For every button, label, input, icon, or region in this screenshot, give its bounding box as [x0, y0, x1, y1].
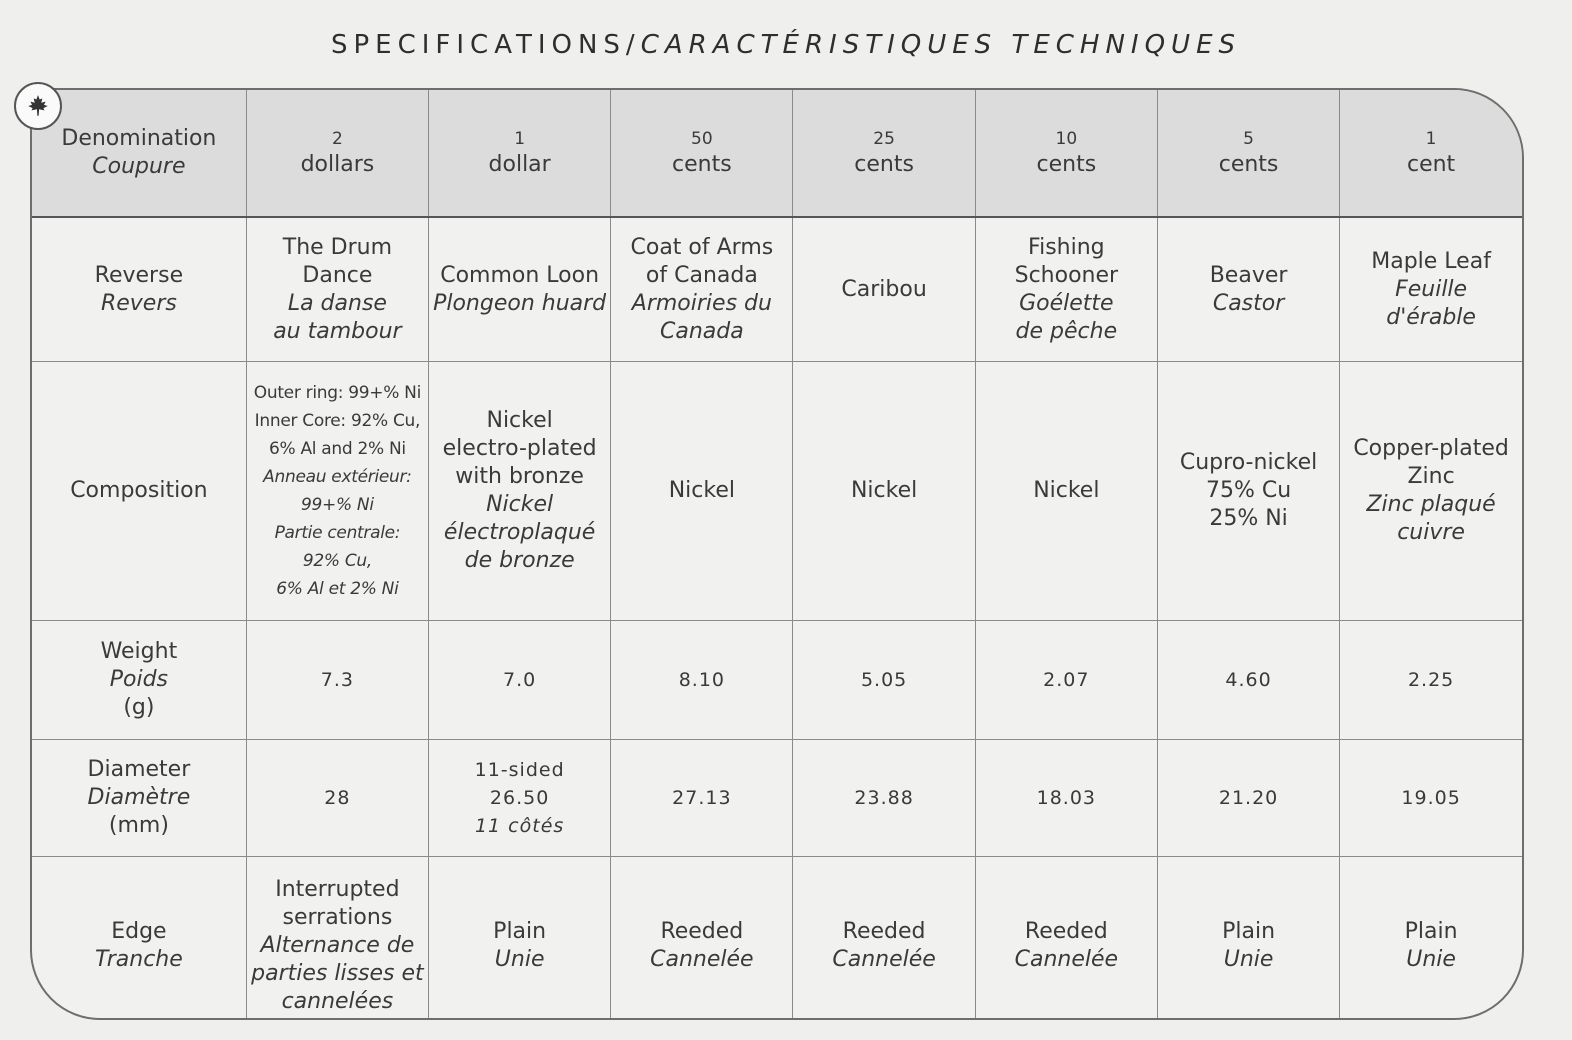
composition-cell [793, 362, 975, 621]
label-fr: Diamètre [87, 785, 191, 810]
weight-cell [246, 621, 428, 740]
composition-text: Zinc plaqué [1366, 492, 1496, 517]
page-title [0, 30, 1572, 60]
title-english: SPECIFICATIONS/ [330, 30, 641, 60]
edge-cell [793, 857, 975, 1021]
reverse-cell [429, 217, 611, 362]
edge-text: Plain [1222, 919, 1276, 944]
denomination-unit: dollar [488, 152, 551, 177]
weight-text: 8.10 [678, 669, 726, 691]
edge-text: Unie [1223, 947, 1274, 972]
edge-text: Reeded [660, 919, 744, 944]
composition-text: Inner Core: 92% Cu, [254, 411, 421, 431]
diameter-cell [975, 740, 1157, 857]
denomination-number: 1 [1425, 129, 1437, 149]
label-unit: (g) [123, 695, 155, 720]
weight-cell [1157, 621, 1339, 740]
composition-text: Zinc [1407, 464, 1455, 489]
denomination-10-cents [975, 90, 1157, 217]
edge-text: Interrupted [275, 877, 400, 902]
edge-text: Cannelée [650, 947, 754, 972]
composition-text: Nickel [486, 408, 553, 433]
specifications-table-card [30, 88, 1524, 1020]
weight-cell [429, 621, 611, 740]
title-french: CARACTÉRISTIQUES TECHNIQUES [640, 30, 1241, 60]
weight-cell [611, 621, 793, 740]
label-en: Edge [111, 919, 167, 944]
weight-cell [793, 621, 975, 740]
reverse-text: Plongeon huard [433, 290, 607, 316]
reverse-text: Coat of Arms [630, 234, 774, 260]
composition-text: 92% Cu, [302, 551, 372, 571]
composition-cell [611, 362, 793, 621]
denomination-number: 5 [1243, 129, 1254, 149]
edge-text: parties lisses et [251, 961, 424, 986]
weight-cell [975, 621, 1157, 740]
label-en: Denomination [61, 126, 217, 151]
edge-text: serrations [282, 905, 393, 930]
edge-row [32, 857, 1522, 1021]
diameter-text: 11 côtés [474, 815, 565, 837]
reverse-text: of Canada [645, 262, 758, 288]
diameter-text: 23.88 [854, 787, 914, 809]
edge-text: Unie [1406, 947, 1456, 972]
edge-text: Plain [1404, 919, 1458, 944]
composition-text: Anneau extérieur: [263, 467, 412, 487]
composition-cell [1340, 362, 1522, 621]
weight-text: 4.60 [1225, 669, 1272, 691]
reverse-text: au tambour [273, 318, 402, 344]
reverse-cell [246, 217, 428, 362]
denomination-unit: cent [1406, 152, 1456, 177]
edge-text: Reeded [1024, 919, 1108, 944]
denomination-1-dollar [429, 90, 611, 217]
label-fr: Tranche [95, 947, 183, 972]
composition-text: Copper-plated [1353, 436, 1509, 461]
composition-cell [1157, 362, 1339, 621]
diameter-cell [246, 740, 428, 857]
denomination-unit: cents [1218, 152, 1279, 177]
diameter-text: 27.13 [672, 787, 732, 809]
edge-cell [246, 857, 428, 1021]
composition-text: 6% Al and 2% Ni [268, 439, 406, 459]
diameter-text: 28 [324, 787, 351, 809]
composition-cell [975, 362, 1157, 621]
reverse-cell [793, 217, 975, 362]
reverse-text: Goélette [1019, 290, 1114, 316]
label-fr: Coupure [92, 154, 186, 179]
denomination-number: 50 [691, 129, 713, 149]
composition-text: electro-plated [442, 436, 597, 461]
diameter-text: 26.50 [489, 787, 550, 809]
reverse-cell [1157, 217, 1339, 362]
edge-cell [975, 857, 1157, 1021]
maple-leaf-icon [14, 82, 62, 130]
reverse-text: Beaver [1209, 262, 1288, 288]
edge-text: Cannelée [832, 947, 936, 972]
edge-cell [1340, 857, 1522, 1021]
label-en: Reverse [94, 262, 184, 288]
composition-cell [246, 362, 428, 621]
composition-text: Nickel [668, 478, 735, 503]
denomination-number: 2 [331, 129, 343, 149]
reverse-cell [611, 217, 793, 362]
label-en: Weight [100, 639, 178, 664]
row-label-reverse [32, 217, 246, 362]
diameter-cell [1340, 740, 1522, 857]
composition-text: cuivre [1397, 520, 1465, 545]
denomination-25-cents [793, 90, 975, 217]
reverse-text: Schooner [1014, 262, 1119, 288]
denomination-unit: cents [1036, 152, 1097, 177]
reverse-text: Feuille [1395, 276, 1468, 302]
reverse-cell [1340, 217, 1522, 362]
composition-text: 25% Ni [1209, 506, 1288, 531]
denomination-2-dollars [246, 90, 428, 217]
label-fr: Poids [109, 667, 169, 692]
edge-text: Reeded [842, 919, 926, 944]
diameter-cell [1157, 740, 1339, 857]
composition-row [32, 362, 1522, 621]
reverse-text: Fishing [1028, 234, 1105, 260]
denomination-1-cent [1340, 90, 1522, 217]
composition-text: 75% Cu [1205, 478, 1292, 503]
denomination-unit: cents [672, 152, 732, 177]
composition-text: with bronze [455, 464, 584, 489]
reverse-text: Maple Leaf [1371, 248, 1491, 274]
edge-cell [429, 857, 611, 1021]
edge-text: Plain [493, 919, 547, 944]
reverse-text: d'érable [1386, 304, 1476, 330]
denomination-5-cents [1157, 90, 1339, 217]
weight-row [32, 621, 1522, 740]
reverse-text: Castor [1212, 290, 1285, 316]
weight-text: 2.25 [1407, 669, 1455, 691]
composition-text: Nickel [850, 478, 918, 503]
reverse-text: Common Loon [440, 262, 600, 288]
label-en: Diameter [87, 757, 191, 782]
diameter-text: 18.03 [1036, 787, 1097, 809]
row-label-weight [32, 621, 246, 740]
diameter-row [32, 740, 1522, 857]
reverse-row [32, 217, 1522, 362]
diameter-cell [429, 740, 611, 857]
reverse-text: Canada [660, 318, 744, 344]
diameter-cell [611, 740, 793, 857]
composition-text: Nickel [1033, 478, 1100, 503]
reverse-cell [975, 217, 1157, 362]
specifications-table [32, 90, 1522, 1020]
row-label-denomination [32, 90, 246, 217]
composition-text: 6% Al et 2% Ni [276, 579, 399, 599]
weight-text: 2.07 [1043, 669, 1090, 691]
edge-text: cannelées [281, 989, 394, 1014]
weight-cell [1340, 621, 1522, 740]
reverse-text: The Drum Dance [282, 234, 393, 288]
denomination-number: 25 [873, 129, 895, 149]
composition-text: Cupro-nickel [1179, 450, 1318, 475]
row-label-diameter [32, 740, 246, 857]
denomination-number: 1 [514, 129, 526, 149]
composition-cell [429, 362, 611, 621]
reverse-text: de pêche [1015, 318, 1118, 344]
reverse-text: Armoiries du [631, 290, 772, 316]
composition-text: électroplaqué [443, 520, 596, 545]
diameter-text: 19.05 [1401, 787, 1461, 809]
edge-cell [1157, 857, 1339, 1021]
edge-text: Cannelée [1014, 947, 1119, 972]
reverse-text: La danse [287, 290, 387, 316]
weight-text: 5.05 [860, 669, 908, 691]
diameter-text: 11-sided [474, 759, 565, 781]
denomination-unit: dollars [300, 152, 375, 177]
composition-text: Partie centrale: [274, 523, 401, 543]
diameter-cell [793, 740, 975, 857]
composition-text: Nickel [486, 492, 554, 517]
edge-cell [611, 857, 793, 1021]
weight-text: 7.3 [320, 669, 354, 691]
label-fr: Revers [100, 290, 177, 316]
edge-text: Unie [494, 947, 545, 972]
denomination-row [32, 90, 1522, 217]
weight-text: 7.0 [503, 669, 537, 691]
denomination-50-cents [611, 90, 793, 217]
denomination-number: 10 [1055, 129, 1078, 149]
row-label-composition [32, 362, 246, 621]
composition-text: de bronze [464, 548, 575, 573]
label-unit: (mm) [108, 813, 169, 838]
composition-text: 99+% Ni [301, 495, 374, 515]
edge-text: Alternance de [260, 933, 415, 958]
denomination-unit: cents [854, 152, 914, 177]
diameter-text: 21.20 [1218, 787, 1279, 809]
label-en: Composition [70, 478, 208, 503]
row-label-edge [32, 857, 246, 1021]
composition-text: Outer ring: 99+% Ni [253, 383, 422, 403]
reverse-text: Caribou [841, 276, 927, 302]
